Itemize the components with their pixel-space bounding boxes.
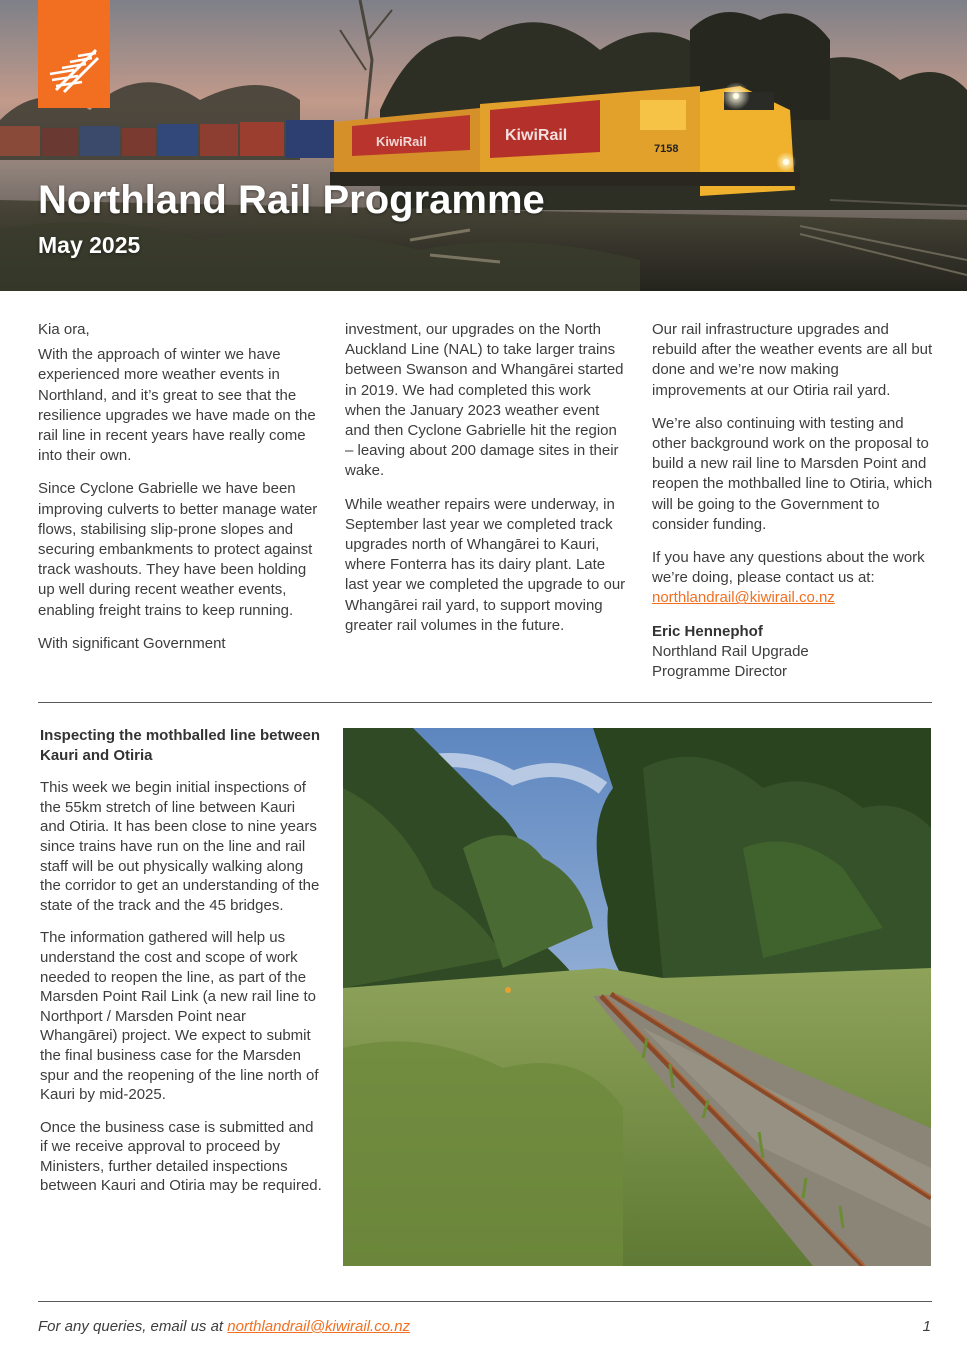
issue-date: May 2025	[38, 232, 141, 258]
intro-paragraph: investment, our upgrades on the North Auckland Line (NAL) to take larger trains between Swanson and Whangārei started in 2019. We had completed this work when the January 2023 weather event and then Cyclone Gabrielle hit the region – leaving about 200 damage sites in their wake.	[345, 321, 624, 480]
loco-brand-rear: KiwiRail	[376, 134, 427, 149]
greeting: Kia ora,	[38, 321, 90, 338]
intro-paragraph: We’re also continuing with testing and other background work on the proposal to build a new rail line to Marsden Point and reopen the mothballed line to Otiria, which will be going to the Government to consider funding.	[652, 414, 933, 533]
locomotive-photo	[0, 0, 967, 291]
footer-email-link[interactable]: northlandrail@kiwirail.co.nz	[227, 1318, 411, 1335]
page-number: 1	[922, 1318, 931, 1335]
intro-paragraph: Since Cyclone Gabrielle we have been improving culverts to better manage water flows, stabilising slip-prone slopes and securing embankments to protect against track washouts. They have been holding up well during recent weather events, enabling freight trains to keep running.	[38, 480, 318, 619]
kiwirail-logo	[38, 0, 110, 108]
contact-text: If you have any questions about the work we’re doing, please contact us at:	[652, 549, 925, 587]
intro-paragraph: With the approach of winter we have experienced more weather events in Northland, and it’s great to see that the resilience upgrades we have made on the rail line in recent years have really come into their own.	[38, 346, 316, 465]
footer-note	[38, 1318, 410, 1335]
kiwirail-logo-icon	[48, 44, 100, 96]
page-title: Northland Rail Programme	[38, 178, 545, 222]
hero-banner	[0, 0, 967, 291]
signatory-name: Eric Hennephof	[652, 622, 763, 640]
footer-text: For any queries, email us at	[38, 1318, 228, 1335]
section-divider	[38, 702, 932, 703]
inspection-article	[40, 726, 324, 1209]
intro-paragraph: While weather repairs were underway, in September last year we completed track upgrades north of Whangārei to Kauri, where Fonterra has its dairy plant. Late last year we completed the upgrade to our Whangārei rail yard, to support moving greater rail volumes in the future.	[345, 495, 626, 634]
signature-block	[652, 622, 934, 683]
loco-number: 7158	[654, 143, 679, 155]
footer-divider	[38, 1301, 932, 1302]
intro-column-2	[345, 320, 627, 649]
article-paragraph: This week we begin initial inspections of the 55km stretch of line between Kauri and Otiria. It has been close to nine years since trains have run on the line and rail staff will be out physically walking along the corridor to get an understanding of the state of the track and the 45 bridges.	[40, 779, 320, 914]
signatory-title: Programme Director	[652, 663, 788, 681]
contact-email-link[interactable]: northlandrail@kiwirail.co.nz	[652, 589, 835, 607]
overgrown-rail-track-photo	[343, 728, 931, 1266]
contact-paragraph	[652, 548, 934, 609]
article-heading: Inspecting the mothballed line between Kauri and Otiria	[40, 727, 321, 764]
intro-paragraph: With significant Government	[38, 634, 226, 652]
intro-paragraph: Our rail infrastructure upgrades and rebuild after the weather events are all but done and we’re now making improvements at our Otiria rail yard.	[652, 321, 933, 399]
article-paragraph: Once the business case is submitted and if we receive approval to proceed by Ministers, further detailed inspections between Kauri and Otiria may be required.	[40, 1118, 322, 1195]
loco-brand-front: KiwiRail	[505, 127, 568, 144]
intro-column-3	[652, 320, 934, 682]
intro-column-1	[38, 320, 320, 667]
signatory-title: Northland Rail Upgrade	[652, 642, 809, 660]
article-paragraph: The information gathered will help us understand the cost and scope of work needed to reopen the line, as part of the Marsden Point Rail Link (a new rail line to Northport / Marsden Point near Whangārei) project. We expect to submit the final business case for the Marsden spur and the reopening of the line north of Kauri by mid-2025.	[40, 929, 319, 1104]
